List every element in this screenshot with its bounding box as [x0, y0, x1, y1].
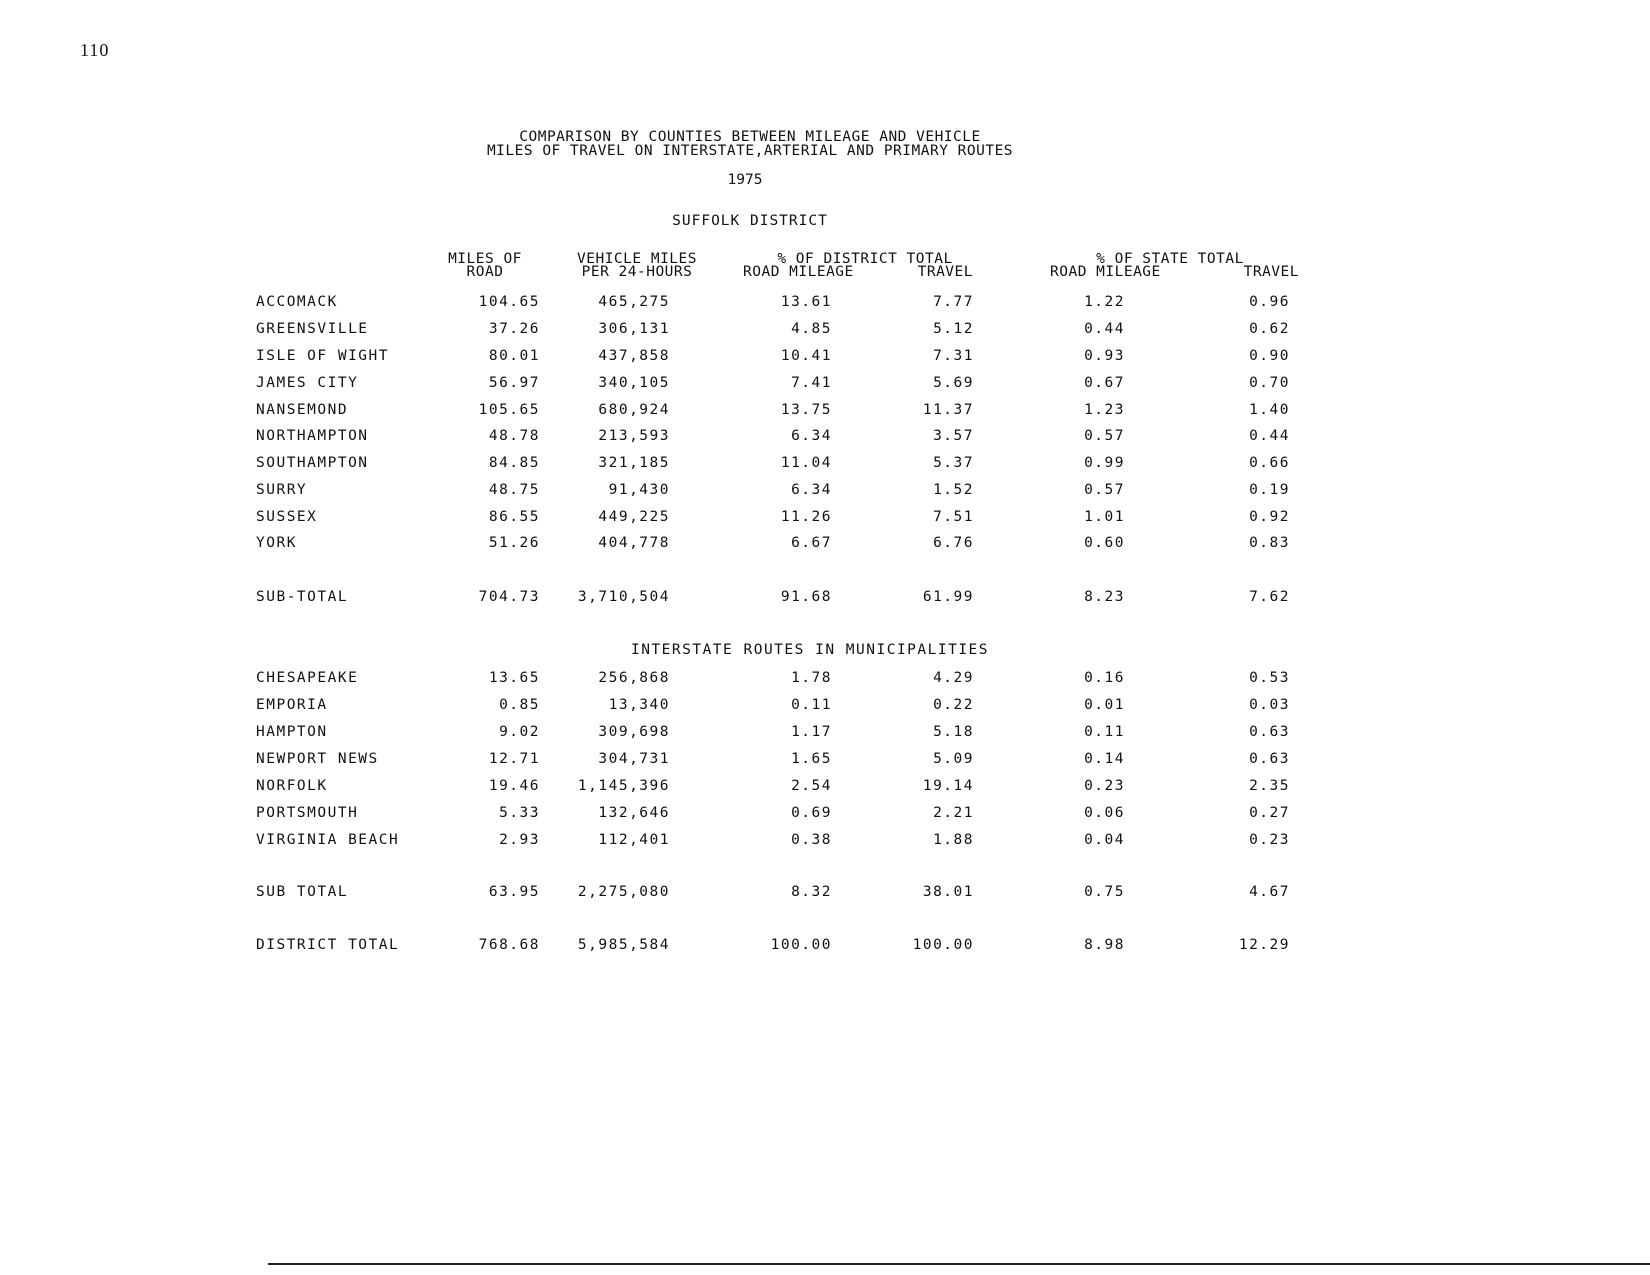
header-district-group-label: % OF DISTRICT TOTAL [777, 251, 953, 267]
row-miles: 13.65 [488, 670, 540, 686]
row-state-travel: 0.23 [1249, 832, 1290, 848]
row-miles: 12.71 [488, 751, 540, 767]
title-line-2: MILES OF TRAVEL ON INTERSTATE,ARTERIAL AND PRIMARY ROUTES [486, 143, 1014, 159]
row-state-travel: 0.63 [1249, 724, 1290, 740]
row-district-mileage: 7.41 [791, 375, 832, 391]
row-name: VIRGINIA BEACH [256, 832, 400, 848]
row-state-mileage: 1.01 [1084, 509, 1125, 525]
row-state-mileage: 0.44 [1084, 321, 1125, 337]
table-row [0, 697, 1650, 717]
row-district-travel: 2.21 [933, 805, 974, 821]
header-vmt-line-1: VEHICLE MILES [577, 251, 697, 267]
row-district-mileage: 1.65 [791, 751, 832, 767]
table-row [0, 294, 1650, 314]
row-miles: 86.55 [488, 509, 540, 525]
row-state-travel: 0.62 [1249, 321, 1290, 337]
row-district-mileage: 4.85 [791, 321, 832, 337]
row-state-travel: 12.29 [1238, 937, 1290, 953]
row-state-travel: 0.92 [1249, 509, 1290, 525]
row-district-mileage: 91.68 [780, 589, 832, 605]
table-row [0, 535, 1650, 555]
row-state-mileage: 1.22 [1084, 294, 1125, 310]
row-district-mileage: 13.61 [780, 294, 832, 310]
header-district-road-mileage: ROAD MILEAGE [743, 264, 854, 280]
header-state-travel: TRAVEL [1243, 264, 1299, 280]
row-district-mileage: 10.41 [780, 348, 832, 364]
row-vmt: 13,340 [608, 697, 670, 713]
row-miles: 51.26 [488, 535, 540, 551]
row-miles: 84.85 [488, 455, 540, 471]
row-miles: 105.65 [478, 402, 540, 418]
table-row [0, 832, 1650, 852]
row-district-mileage: 13.75 [780, 402, 832, 418]
row-name: NANSEMOND [256, 402, 349, 418]
row-vmt: 132,646 [598, 805, 670, 821]
row-miles: 48.75 [488, 482, 540, 498]
row-state-mileage: 0.93 [1084, 348, 1125, 364]
header-district-total-group [735, 253, 995, 279]
row-vmt: 340,105 [598, 375, 670, 391]
row-state-mileage: 8.23 [1084, 589, 1125, 605]
row-district-mileage: 6.34 [791, 428, 832, 444]
row-district-mileage: 6.67 [791, 535, 832, 551]
row-vmt: 213,593 [598, 428, 670, 444]
row-vmt: 112,401 [598, 832, 670, 848]
row-name: SUB TOTAL [256, 884, 349, 900]
row-district-travel: 1.52 [933, 482, 974, 498]
row-name: SOUTHAMPTON [256, 455, 369, 471]
header-state-total-group [1040, 253, 1300, 279]
header-miles-line-2: ROAD [466, 264, 504, 280]
row-district-travel: 38.01 [922, 884, 974, 900]
row-vmt: 1,145,396 [577, 778, 670, 794]
row-name: JAMES CITY [256, 375, 359, 391]
row-state-travel: 0.27 [1249, 805, 1290, 821]
row-name: PORTSMOUTH [256, 805, 359, 821]
report-year: 1975 [727, 172, 763, 188]
row-district-travel: 7.51 [933, 509, 974, 525]
row-vmt: 321,185 [598, 455, 670, 471]
row-vmt: 309,698 [598, 724, 670, 740]
row-state-travel: 0.66 [1249, 455, 1290, 471]
row-miles: 63.95 [488, 884, 540, 900]
row-state-travel: 0.96 [1249, 294, 1290, 310]
header-state-subheads [1040, 266, 1300, 279]
row-state-travel: 4.67 [1249, 884, 1290, 900]
bottom-divider [268, 1263, 1650, 1265]
row-state-travel: 0.53 [1249, 670, 1290, 686]
row-state-mileage: 0.06 [1084, 805, 1125, 821]
row-district-mileage: 1.78 [791, 670, 832, 686]
header-vehicle-miles [552, 253, 722, 279]
row-district-travel: 5.69 [933, 375, 974, 391]
table-row [0, 375, 1650, 395]
row-miles: 19.46 [488, 778, 540, 794]
row-miles: 0.85 [499, 697, 540, 713]
row-district-mileage: 1.17 [791, 724, 832, 740]
row-vmt: 449,225 [598, 509, 670, 525]
row-vmt: 91,430 [608, 482, 670, 498]
row-state-travel: 0.03 [1249, 697, 1290, 713]
row-vmt: 3,710,504 [577, 589, 670, 605]
row-state-mileage: 0.11 [1084, 724, 1125, 740]
row-miles: 768.68 [478, 937, 540, 953]
row-vmt: 304,731 [598, 751, 670, 767]
row-name: ISLE OF WIGHT [256, 348, 389, 364]
header-district-travel: TRAVEL [917, 264, 973, 280]
row-vmt: 5,985,584 [577, 937, 670, 953]
row-name: SURRY [256, 482, 308, 498]
district-name: SUFFOLK DISTRICT [672, 213, 828, 229]
row-vmt: 306,131 [598, 321, 670, 337]
header-state-road-mileage: ROAD MILEAGE [1050, 264, 1161, 280]
row-district-travel: 11.37 [922, 402, 974, 418]
row-vmt: 437,858 [598, 348, 670, 364]
table-row [0, 670, 1650, 690]
row-vmt: 2,275,080 [577, 884, 670, 900]
row-vmt: 680,924 [598, 402, 670, 418]
row-miles: 5.33 [499, 805, 540, 821]
row-miles: 56.97 [488, 375, 540, 391]
row-state-mileage: 0.57 [1084, 482, 1125, 498]
row-miles: 48.78 [488, 428, 540, 444]
row-district-mileage: 0.38 [791, 832, 832, 848]
table-row [0, 805, 1650, 825]
row-district-travel: 0.22 [933, 697, 974, 713]
page-number: 110 [80, 40, 110, 60]
row-state-travel: 0.90 [1249, 348, 1290, 364]
row-name: NEWPORT NEWS [256, 751, 379, 767]
district-total-row [0, 937, 1650, 957]
row-vmt: 404,778 [598, 535, 670, 551]
row-district-mileage: 0.69 [791, 805, 832, 821]
row-district-travel: 19.14 [922, 778, 974, 794]
row-district-travel: 61.99 [922, 589, 974, 605]
row-district-mileage: 100.00 [770, 937, 832, 953]
row-state-travel: 0.44 [1249, 428, 1290, 444]
row-name: SUSSEX [256, 509, 318, 525]
header-district-subheads [735, 266, 995, 279]
row-name: DISTRICT TOTAL [256, 937, 400, 953]
row-state-mileage: 8.98 [1084, 937, 1125, 953]
report-title [430, 130, 1070, 158]
interstate-section-heading: INTERSTATE ROUTES IN MUNICIPALITIES [630, 642, 990, 658]
row-vmt: 256,868 [598, 670, 670, 686]
row-state-mileage: 0.67 [1084, 375, 1125, 391]
row-district-travel: 5.18 [933, 724, 974, 740]
row-state-travel: 0.70 [1249, 375, 1290, 391]
title-line-1: COMPARISON BY COUNTIES BETWEEN MILEAGE AND VEHICLE [519, 129, 981, 145]
table-row [0, 751, 1650, 771]
row-miles: 104.65 [478, 294, 540, 310]
row-district-travel: 7.31 [933, 348, 974, 364]
row-district-travel: 5.12 [933, 321, 974, 337]
row-state-mileage: 0.16 [1084, 670, 1125, 686]
row-district-travel: 4.29 [933, 670, 974, 686]
row-state-travel: 0.83 [1249, 535, 1290, 551]
row-state-mileage: 0.99 [1084, 455, 1125, 471]
header-vmt-line-2: PER 24-HOURS [581, 264, 693, 280]
table-row [0, 482, 1650, 502]
row-district-mileage: 11.04 [780, 455, 832, 471]
row-name: YORK [256, 535, 297, 551]
row-state-mileage: 0.04 [1084, 832, 1125, 848]
row-district-travel: 3.57 [933, 428, 974, 444]
row-state-travel: 0.63 [1249, 751, 1290, 767]
row-district-travel: 5.09 [933, 751, 974, 767]
row-district-travel: 5.37 [933, 455, 974, 471]
row-vmt: 465,275 [598, 294, 670, 310]
county-subtotal-row [0, 589, 1650, 609]
row-name: CHESAPEAKE [256, 670, 359, 686]
row-miles: 80.01 [488, 348, 540, 364]
row-district-mileage: 2.54 [791, 778, 832, 794]
header-state-group-label: % OF STATE TOTAL [1096, 251, 1244, 267]
row-state-mileage: 0.75 [1084, 884, 1125, 900]
row-district-travel: 1.88 [933, 832, 974, 848]
row-district-travel: 7.77 [933, 294, 974, 310]
row-state-mileage: 0.01 [1084, 697, 1125, 713]
row-state-mileage: 1.23 [1084, 402, 1125, 418]
row-district-mileage: 8.32 [791, 884, 832, 900]
row-district-mileage: 11.26 [780, 509, 832, 525]
table-row [0, 348, 1650, 368]
row-district-mileage: 0.11 [791, 697, 832, 713]
row-name: NORFOLK [256, 778, 328, 794]
municipal-subtotal-row [0, 884, 1650, 904]
table-row [0, 402, 1650, 422]
row-name: SUB-TOTAL [256, 589, 349, 605]
row-miles: 37.26 [488, 321, 540, 337]
header-miles-of-road [425, 253, 545, 279]
row-state-travel: 2.35 [1249, 778, 1290, 794]
row-miles: 2.93 [499, 832, 540, 848]
row-state-mileage: 0.23 [1084, 778, 1125, 794]
table-row [0, 321, 1650, 341]
row-state-mileage: 0.14 [1084, 751, 1125, 767]
table-row [0, 778, 1650, 798]
row-state-travel: 1.40 [1249, 402, 1290, 418]
row-miles: 9.02 [499, 724, 540, 740]
row-state-mileage: 0.60 [1084, 535, 1125, 551]
table-row [0, 428, 1650, 448]
table-row [0, 509, 1650, 529]
header-miles-line-1: MILES OF [448, 251, 522, 267]
row-district-travel: 100.00 [912, 937, 974, 953]
row-name: ACCOMACK [256, 294, 338, 310]
row-district-mileage: 6.34 [791, 482, 832, 498]
row-state-travel: 0.19 [1249, 482, 1290, 498]
row-name: GREENSVILLE [256, 321, 369, 337]
row-state-travel: 7.62 [1249, 589, 1290, 605]
table-row [0, 724, 1650, 744]
row-name: EMPORIA [256, 697, 328, 713]
row-district-travel: 6.76 [933, 535, 974, 551]
table-row [0, 455, 1650, 475]
row-name: NORTHAMPTON [256, 428, 369, 444]
row-name: HAMPTON [256, 724, 328, 740]
row-state-mileage: 0.57 [1084, 428, 1125, 444]
row-miles: 704.73 [478, 589, 540, 605]
